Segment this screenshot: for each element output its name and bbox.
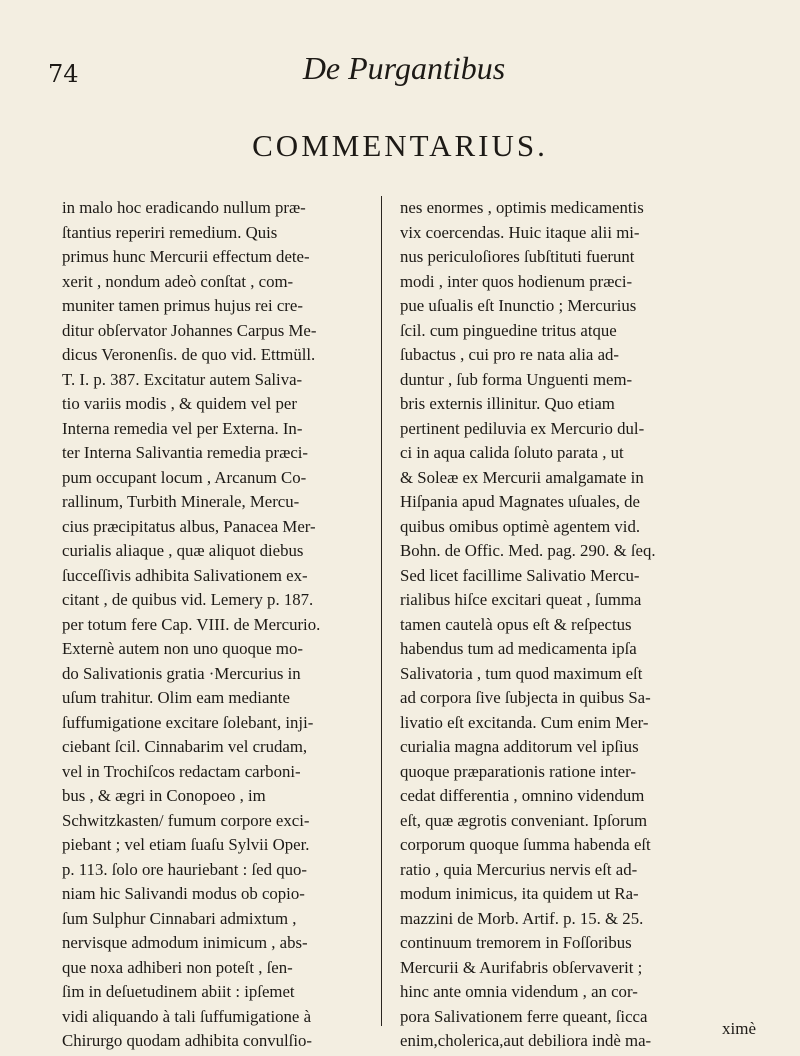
- text-line: modum inimicus, ita quidem ut Ra-: [400, 884, 639, 903]
- text-line: continuum tremorem in Foſſoribus: [400, 933, 632, 952]
- text-line: ſum Sulphur Cinnabari admixtum ,: [62, 908, 297, 928]
- text-line: per totum fere Cap. VIII. de Mercurio.: [62, 614, 321, 634]
- text-line: T. I. p. 387. Excitatur autem Saliva-: [62, 369, 303, 389]
- text-line: quibus omibus optimè agentem vid.: [400, 516, 641, 536]
- text-line: citant , de quibus vid. Lemery p. 187.: [62, 590, 314, 609]
- text-line: pue uſualis eſt Inunctio ; Mercurius: [400, 296, 637, 315]
- text-line: cedat differentia , omnino videndum: [400, 786, 645, 805]
- text-line: ditur obſervator Johannes Carpus Me-: [62, 320, 317, 340]
- text-line: Externè autem non uno quoque mo-: [62, 639, 303, 658]
- text-line: tio variis modis , & quidem vel per: [62, 394, 297, 413]
- text-line: niam hic Salivandi modus ob copio-: [62, 884, 305, 903]
- text-line: habendus tum ad medicamenta ipſa: [400, 639, 637, 658]
- text-line: modi , inter quos hodienum præci-: [400, 271, 633, 291]
- text-line: curialis aliaque , quæ aliquot diebus: [62, 541, 304, 560]
- text-line: bris externis illinitur. Quo etiam: [400, 394, 615, 413]
- text-line: ſucceſſivis adhibita Salivationem ex-: [62, 565, 308, 585]
- section-title: COMMENTARIUS.: [252, 128, 548, 163]
- text-line: livatio eſt excitanda. Cum enim Mer-: [400, 712, 649, 732]
- text-line: vix coercendas. Huic itaque alii mi-: [400, 222, 640, 242]
- text-line: vidi aliquando à tali ſuffumigatione à: [62, 1006, 312, 1026]
- text-line: tamen cautelà opus eſt & reſpectus: [400, 614, 632, 634]
- page-header: [48, 50, 760, 90]
- text-line: quoque præparationis ratione inter-: [400, 761, 636, 781]
- text-line: Bohn. de Offic. Med. pag. 290. & ſeq.: [400, 541, 656, 560]
- text-line: ciebant ſcil. Cinnabarim vel crudam,: [62, 737, 308, 756]
- text-line: ſubactus , cui pro re nata alia ad-: [400, 345, 619, 364]
- text-line: Interna remedia vel per Externa. In-: [62, 418, 303, 438]
- text-line: que noxa adhiberi non poteſt , ſen-: [62, 957, 293, 977]
- text-line: corporum quoque ſumma habenda eſt: [400, 835, 651, 854]
- text-line: ſuffumigatione excitare ſolebant, inji-: [62, 712, 314, 732]
- text-line: nes enormes , optimis medicamentis: [400, 198, 644, 217]
- text-line: Hiſpania apud Magnates uſuales, de: [400, 492, 640, 511]
- catchword: ximè: [722, 1019, 756, 1038]
- text-line: pertinent pediluvia ex Mercurio dul-: [400, 418, 645, 438]
- text-line: pora Salivationem ferre queant, ſicca: [400, 1006, 648, 1026]
- text-line: ſtantius reperiri remedium. Quis: [62, 222, 278, 242]
- text-line: primus hunc Mercurii effectum dete-: [62, 247, 310, 266]
- text-line: uſum trahitur. Olim eam mediante: [62, 688, 290, 707]
- text-line: rialibus hiſce excitari queat , ſumma: [400, 590, 642, 609]
- text-line: muniter tamen primus hujus rei cre-: [62, 296, 303, 315]
- text-line: & Soleæ ex Mercurii amalgamate in: [400, 467, 644, 487]
- text-line: enim,cholerica,aut debiliora indè ma-: [400, 1031, 652, 1050]
- text-line: bus , & ægri in Conopoeo , im: [62, 786, 266, 805]
- text-line: ſcil. cum pinguedine tritus atque: [400, 320, 617, 340]
- text-line: cius præcipitatus albus, Panacea Mer-: [62, 516, 316, 536]
- text-line: ci in aqua calida ſoluto parata , ut: [400, 443, 624, 462]
- text-line: Salivatoria , tum quod maximum eſt: [400, 663, 643, 683]
- text-line: mazzini de Morb. Artif. p. 15. & 25.: [400, 908, 644, 928]
- text-line: hinc ante omnia videndum , an cor-: [400, 982, 638, 1001]
- text-line: Mercurii & Aurifabris obſervaverit ;: [400, 957, 643, 977]
- text-line: xerit , nondum adeò conſtat , com-: [62, 271, 294, 291]
- text-line: Sed licet facillime Salivatio Mercu-: [400, 565, 640, 585]
- text-line: in malo hoc eradicando nullum præ-: [62, 198, 306, 217]
- text-line: vel in Trochiſcos redactam carboni-: [62, 761, 301, 781]
- text-line: ad corpora ſive ſubjecta in quibus Sa-: [400, 688, 651, 707]
- text-line: pum occupant locum , Arcanum Co-: [62, 467, 307, 487]
- text-line: do Salivationis gratia ·Mercurius in: [62, 663, 301, 683]
- text-line: dicus Veronenſis. de quo vid. Ettmüll.: [62, 345, 316, 364]
- right-column: [400, 196, 780, 1054]
- text-line: ſim in deſuetudinem abiit : ipſemet: [62, 982, 295, 1001]
- text-line: duntur , ſub forma Unguenti mem-: [400, 369, 633, 389]
- text-line: Schwitzkasten/ fumum corpore exci-: [62, 810, 310, 830]
- text-line: curialia magna additorum vel ipſius: [400, 737, 639, 756]
- text-line: piebant ; vel etiam ſuaſu Sylvii Oper.: [62, 835, 310, 854]
- column-divider: [381, 196, 382, 1026]
- text-line: p. 113. ſolo ore hauriebant : ſed quo-: [62, 859, 307, 879]
- text-line: ratio , quia Mercurius nervis eſt ad-: [400, 859, 638, 879]
- text-line: ter Interna Salivantia remedia præci-: [62, 443, 309, 462]
- text-line: Chirurgo quodam adhibita convulſio-: [62, 1031, 312, 1050]
- left-column: [62, 196, 372, 1054]
- text-line: eſt, quæ ægrotis conveniant. Ipſorum: [400, 810, 648, 830]
- running-head: De Purgantibus: [302, 50, 506, 86]
- page-number: 74: [48, 60, 79, 88]
- text-line: rallinum, Turbith Minerale, Mercu-: [62, 492, 300, 511]
- text-line: nervisque admodum inimicum , abs-: [62, 933, 308, 952]
- text-line: nus periculoſiores ſubſtituti fuerunt: [400, 247, 635, 266]
